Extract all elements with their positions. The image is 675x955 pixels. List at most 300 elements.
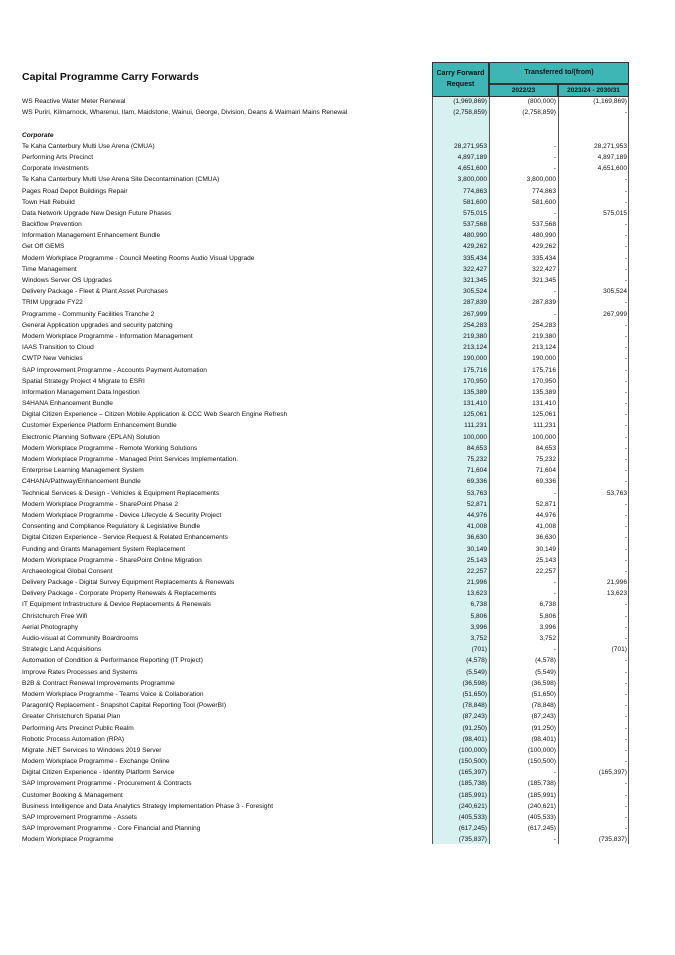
value-2023-2031: - [624, 422, 627, 430]
value-2022-23: 131,410 [532, 400, 556, 408]
value-2023-2031: - [624, 344, 627, 352]
row-label: Get Off GEMS [22, 243, 65, 251]
row-label: Performing Arts Precinct [22, 153, 94, 161]
value-2022-23: 3,752 [539, 635, 556, 642]
row-label: Modern Workplace Programme - Teams Voice & Collaboration [22, 690, 204, 698]
value-2023-2031: 4,651,600 [597, 165, 627, 173]
value-2022-23: 175,716 [532, 366, 556, 374]
value-2022-23: 190,000 [532, 355, 556, 363]
value-2022-23: (150,500) [527, 758, 556, 766]
table-row [0, 253, 675, 264]
carry-forward-value: 3,996 [470, 623, 487, 631]
table-row [0, 532, 675, 543]
value-2022-23: 254,283 [532, 321, 556, 329]
value-2023-2031: - [624, 668, 627, 676]
value-2022-23: (98,401) [531, 735, 556, 743]
value-2022-23: (405,533) [527, 814, 556, 821]
table-row [0, 107, 675, 118]
value-2023-2031: - [624, 277, 627, 284]
row-label: SAP Improvement Programme - Procurement & Contracts [22, 780, 192, 788]
row-label: SAP Improvement Programme - Accounts Payment Automation [22, 366, 207, 374]
table-row [0, 163, 675, 174]
value-2023-2031: - [624, 690, 627, 698]
row-label: Information Management Data Ingestion [22, 388, 140, 396]
value-2022-23: - [553, 165, 556, 173]
value-2022-23: 335,434 [532, 254, 556, 262]
carry-forward-value: (4,578) [466, 657, 487, 665]
row-label: Strategic Land Acquisitions [22, 646, 102, 654]
table-row [0, 443, 675, 454]
carry-forward-value: 4,651,600 [457, 165, 487, 173]
value-2022-23: (51,650) [531, 690, 556, 698]
value-2022-23: 6,738 [539, 601, 556, 609]
table-row [0, 420, 675, 431]
carry-forward-value: (701) [471, 646, 487, 654]
row-label: Te Kaha Canterbury Multi Use Arena Site Decontamination (CMUA) [22, 176, 220, 184]
table-row [0, 186, 675, 197]
value-2022-23: - [553, 153, 556, 161]
row-label: Modern Workplace Programme - Device Lifecycle & Security Project [22, 511, 222, 519]
carry-forward-value: 25,143 [466, 556, 487, 564]
value-2023-2031: - [624, 478, 627, 486]
carry-forward-value: 22,257 [466, 567, 487, 575]
row-label: IAAS Transition to Cloud [22, 344, 94, 352]
value-2023-2031: - [624, 243, 627, 251]
value-2023-2031: - [624, 825, 627, 833]
table-row [0, 499, 675, 510]
value-2022-23: (100,000) [527, 746, 556, 754]
value-2023-2031: - [624, 635, 627, 642]
value-2022-23: - [553, 489, 556, 497]
carry-forward-value: (185,991) [458, 791, 487, 799]
value-2022-23: 581,600 [532, 198, 556, 206]
value-2022-23: - [553, 836, 556, 844]
row-label: Modern Workplace Programme - SharePoint Online Migration [22, 556, 202, 564]
value-2022-23: - [553, 769, 556, 777]
row-label: Delivery Package - Fleet & Plant Asset Purchases [22, 288, 168, 296]
table-row [0, 678, 675, 689]
row-label: Digital Citizen Experience - Identity Platform Service [22, 769, 175, 777]
value-2022-23: (800,000) [527, 98, 556, 105]
value-2022-23: (617,245) [527, 825, 556, 833]
header-carry-forward: Carry Forward Request [432, 62, 489, 97]
carry-forward-value: (87,243) [462, 713, 487, 721]
value-2023-2031: - [624, 713, 627, 721]
carry-forward-value: 53,763 [466, 489, 487, 497]
table-row [0, 230, 675, 241]
value-2022-23: 3,800,000 [526, 176, 556, 184]
value-2023-2031: - [624, 702, 627, 710]
row-label: ParagonIQ Replacement - Snapshot Capital Reporting Tool (PowerBI) [22, 702, 227, 710]
row-label: Aerial Photography [22, 623, 79, 631]
row-label: Digital Citizen Experience – Citizen Mobile Application & CCC Web Search Engine Refresh [22, 411, 288, 419]
row-label: Modern Workplace Programme - Council Meeting Rooms Audio Visual Upgrade [22, 254, 255, 262]
carry-forward-value: 28,271,953 [453, 142, 487, 150]
carry-forward-value: (150,500) [458, 758, 487, 766]
value-2022-23: 84,653 [535, 444, 556, 452]
table-row [0, 801, 675, 812]
value-2023-2031: 13,623 [606, 590, 627, 598]
header-transferred: Transferred to/(from) [489, 62, 629, 84]
carry-forward-value: (2,758,859) [453, 109, 487, 117]
value-2023-2031: - [624, 198, 627, 206]
carry-forward-value: 131,410 [463, 400, 487, 408]
value-2023-2031: 267,999 [603, 310, 627, 318]
carry-forward-value: 3,752 [470, 635, 487, 642]
value-2022-23: (5,549) [535, 668, 556, 676]
value-2022-23: 100,000 [532, 433, 556, 441]
row-label: TRIM Upgrade FY22 [22, 299, 83, 307]
row-label: Customer Experience Platform Enhancement Bundle [22, 422, 177, 430]
carry-forward-value: (405,533) [458, 814, 487, 821]
value-2022-23: - [553, 209, 556, 217]
value-2022-23: (78,848) [531, 702, 556, 710]
table-row [0, 331, 675, 342]
value-2023-2031: - [624, 433, 627, 441]
value-2023-2031: - [624, 523, 627, 531]
row-label: WS Puriri, Kilmarnock, Wharenui, Ilam, Maidstone, Wainui, George, Division, Deans & Waimairi Mains Renewal [22, 109, 348, 117]
value-2023-2031: - [624, 545, 627, 553]
value-2023-2031: - [624, 534, 627, 542]
row-label: Migrate .NET Services to Windows 2019 Server [22, 746, 162, 754]
table-row [0, 118, 675, 129]
row-label: Modern Workplace Programme - Remote Working Solutions [22, 444, 198, 452]
table-row [0, 834, 675, 845]
value-2022-23: (185,991) [527, 791, 556, 799]
table-body [0, 96, 675, 846]
value-2023-2031: (1,169,869) [593, 98, 627, 105]
carry-forward-value: (240,621) [458, 802, 487, 810]
value-2022-23: 213,124 [532, 344, 556, 352]
carry-forward-value: 6,738 [470, 601, 487, 609]
table-row [0, 320, 675, 331]
value-2023-2031: - [624, 601, 627, 609]
value-2023-2031: (701) [611, 646, 627, 654]
value-2023-2031: - [624, 657, 627, 665]
row-label: C4HANA/Pathway/Enhancement Bundle [22, 478, 141, 486]
row-label: Consenting and Compliance Regulatory & Legislative Bundle [22, 523, 201, 531]
carry-forward-value: 135,389 [463, 388, 487, 396]
value-2022-23: 135,389 [532, 388, 556, 396]
carry-forward-value: (617,245) [458, 825, 487, 833]
value-2022-23: 41,008 [535, 523, 556, 531]
value-2022-23: - [553, 142, 556, 150]
row-label: Modern Workplace Programme [22, 836, 114, 844]
value-2022-23: 52,871 [535, 500, 556, 508]
row-label: SAP Improvement Programme - Core Financial and Planning [22, 825, 201, 833]
value-2023-2031: - [624, 355, 627, 363]
table-row [0, 476, 675, 487]
row-label: Robotic Process Automation (RPA) [22, 735, 125, 743]
table-row [0, 711, 675, 722]
table-row [0, 432, 675, 443]
row-label: Enterprise Learning Management System [22, 467, 144, 475]
carry-forward-value: 21,996 [466, 579, 487, 587]
value-2022-23: 25,143 [535, 556, 556, 564]
table-row [0, 778, 675, 789]
value-2023-2031: 305,524 [603, 288, 627, 296]
value-2022-23: 125,061 [532, 411, 556, 419]
row-label: Windows Server OS Upgrades [22, 277, 112, 284]
value-2023-2031: - [624, 780, 627, 788]
table-row [0, 174, 675, 185]
table-row [0, 723, 675, 734]
row-label: General Application upgrades and security patching [22, 321, 173, 329]
carry-forward-value: 36,630 [466, 534, 487, 542]
row-label: Customer Booking & Management [22, 791, 123, 799]
table-row [0, 297, 675, 308]
table-row [0, 409, 675, 420]
carry-forward-value: 44,976 [466, 511, 487, 519]
page-title: Capital Programme Carry Forwards [22, 71, 199, 83]
row-label: Christchurch Free Wifi [22, 612, 88, 620]
row-label: Delivery Package - Digital Survey Equipment Replacements & Renewals [22, 579, 235, 587]
carry-forward-value: 480,990 [463, 232, 487, 240]
row-label: Audio-visual at Community Boardrooms [22, 635, 139, 642]
value-2023-2031: - [624, 456, 627, 463]
value-2023-2031: - [624, 332, 627, 340]
row-label: Programme - Community Facilities Tranche 2 [22, 310, 155, 318]
value-2023-2031: - [624, 187, 627, 195]
value-2023-2031: (735,837) [598, 836, 627, 844]
value-2023-2031: - [624, 400, 627, 408]
carry-forward-value: (91,250) [462, 724, 487, 732]
table-row [0, 734, 675, 745]
value-2023-2031: - [624, 791, 627, 799]
carry-forward-value: 30,149 [466, 545, 487, 553]
value-2023-2031: 21,996 [606, 579, 627, 587]
row-label: Modern Workplace Programme - SharePoint Phase 2 [22, 500, 179, 508]
value-2023-2031: - [624, 321, 627, 329]
table-row [0, 655, 675, 666]
value-2022-23: 480,990 [532, 232, 556, 240]
value-2022-23: - [553, 288, 556, 296]
value-2023-2031: 28,271,953 [593, 142, 627, 150]
value-2022-23: - [553, 646, 556, 654]
header-2022-23: 2022/23 [489, 84, 558, 97]
row-label: Corporate Investments [22, 165, 89, 173]
carry-forward-value: (1,969,869) [453, 98, 487, 105]
carry-forward-value: 287,839 [463, 299, 487, 307]
value-2022-23: 69,336 [535, 478, 556, 486]
table-row [0, 611, 675, 622]
carry-forward-value: 3,800,000 [457, 176, 487, 184]
value-2023-2031: - [624, 511, 627, 519]
table-row [0, 521, 675, 532]
table-row [0, 398, 675, 409]
value-2023-2031: - [624, 254, 627, 262]
table-row [0, 275, 675, 286]
value-2022-23: 322,427 [532, 265, 556, 273]
value-2023-2031: - [624, 623, 627, 631]
row-label: Information Management Enhancement Bundle [22, 232, 161, 240]
value-2023-2031: - [624, 388, 627, 396]
value-2022-23: 75,232 [535, 456, 556, 463]
value-2022-23: - [553, 310, 556, 318]
carry-forward-value: 305,524 [463, 288, 487, 296]
table-row [0, 555, 675, 566]
row-label: Modern Workplace Programme - Information Management [22, 332, 193, 340]
carry-forward-value: 52,871 [466, 500, 487, 508]
row-label: Improve Rates Processes and Systems [22, 668, 138, 676]
row-label: Spatial Strategy Project 4 Migrate to ESRI [22, 377, 145, 385]
carry-forward-value: 575,015 [463, 209, 487, 217]
carry-forward-value: 125,061 [463, 411, 487, 419]
carry-forward-value: 429,262 [463, 243, 487, 251]
row-label: Modern Workplace Programme - Exchange Online [22, 758, 170, 766]
value-2023-2031: - [624, 500, 627, 508]
row-label: Te Kaha Canterbury Multi Use Arena (CMUA) [22, 142, 155, 150]
carry-forward-value: (185,738) [458, 780, 487, 788]
table-row [0, 342, 675, 353]
carry-forward-value: 335,434 [463, 254, 487, 262]
carry-forward-value: (98,401) [462, 735, 487, 743]
value-2022-23: 22,257 [535, 567, 556, 575]
value-2023-2031: - [624, 556, 627, 564]
value-2023-2031: 53,763 [606, 489, 627, 497]
value-2022-23: (4,578) [535, 657, 556, 665]
value-2022-23: 36,630 [535, 534, 556, 542]
table-row [0, 208, 675, 219]
row-label: Modern Workplace Programme - Managed Print Services Implementation. [22, 456, 239, 463]
row-label: Greater Christchurch Spatial Plan [22, 713, 121, 721]
value-2023-2031: - [624, 109, 627, 117]
carry-forward-value: 13,623 [466, 590, 487, 598]
row-label: CWTP New Vehicles [22, 355, 83, 363]
table-row [0, 365, 675, 376]
value-2023-2031: - [624, 814, 627, 821]
table-row [0, 197, 675, 208]
row-label: Automation of Condition & Performance Reporting (IT Project) [22, 657, 203, 665]
table-row [0, 588, 675, 599]
value-2023-2031: - [624, 612, 627, 620]
carry-forward-value: 213,124 [463, 344, 487, 352]
value-2022-23: 219,380 [532, 332, 556, 340]
carry-forward-value: 581,600 [463, 198, 487, 206]
row-label: Digital Citizen Experience - Service Request & Related Enhancements [22, 534, 228, 542]
row-label: Delivery Package - Corporate Property Renewals & Replacements [22, 590, 217, 598]
value-2022-23: 5,806 [539, 612, 556, 620]
table-row [0, 219, 675, 230]
carry-forward-value: 75,232 [466, 456, 487, 463]
carry-forward-value: 111,231 [464, 422, 487, 430]
row-label: Technical Services & Design - Vehicles & Equipment Replacements [22, 489, 220, 497]
value-2023-2031: - [624, 366, 627, 374]
row-label: Corporate [22, 131, 54, 139]
value-2022-23: 3,996 [539, 623, 556, 631]
value-2023-2031: - [624, 411, 627, 419]
table-row [0, 264, 675, 275]
table-row [0, 465, 675, 476]
row-label: Town Hall Rebuild [22, 198, 75, 206]
carry-forward-value: 537,568 [463, 221, 487, 229]
carry-forward-value: (36,598) [462, 679, 487, 687]
row-label: Backflow Prevention [22, 221, 82, 229]
row-label: Pages Road Depot Buildings Repair [22, 187, 128, 195]
value-2022-23: 287,839 [532, 299, 556, 307]
carry-forward-value: 100,000 [463, 433, 487, 441]
row-label: Performing Arts Precinct Public Realm [22, 724, 134, 732]
value-2022-23: - [553, 579, 556, 587]
value-2022-23: (2,758,859) [522, 109, 556, 117]
value-2022-23: (240,621) [527, 802, 556, 810]
value-2022-23: (91,250) [531, 724, 556, 732]
value-2022-23: (185,738) [527, 780, 556, 788]
value-2023-2031: - [624, 444, 627, 452]
value-2023-2031: - [624, 232, 627, 240]
section-heading-row [0, 130, 675, 141]
row-label: WS Reactive Water Meter Renewal [22, 98, 126, 105]
row-label: SAP Improvement Programme - Assets [22, 814, 137, 821]
row-label: Time Management [22, 265, 77, 273]
value-2023-2031: - [624, 746, 627, 754]
value-2023-2031: - [624, 176, 627, 184]
table-row [0, 700, 675, 711]
table-row [0, 454, 675, 465]
value-2023-2031: - [624, 567, 627, 575]
value-2023-2031: (165,397) [598, 769, 627, 777]
value-2023-2031: - [624, 802, 627, 810]
carry-forward-value: (78,848) [462, 702, 487, 710]
value-2023-2031: - [624, 377, 627, 385]
carry-forward-value: (735,837) [458, 836, 487, 844]
carry-forward-value: 69,336 [466, 478, 487, 486]
table-row [0, 353, 675, 364]
value-2022-23: 111,231 [533, 422, 556, 430]
table-row [0, 577, 675, 588]
value-2023-2031: - [624, 265, 627, 273]
value-2023-2031: - [624, 221, 627, 229]
carry-forward-value: 774,863 [463, 187, 487, 195]
row-label: IT Equipment Infrastructure & Device Replacements & Renewals [22, 601, 211, 609]
table-row [0, 544, 675, 555]
carry-forward-value: 175,716 [463, 366, 487, 374]
carry-forward-value: 170,950 [463, 377, 487, 385]
carry-forward-value: 219,380 [463, 332, 487, 340]
value-2022-23: 774,863 [532, 187, 556, 195]
value-2022-23: 30,149 [535, 545, 556, 553]
carry-forward-value: 254,283 [463, 321, 487, 329]
value-2022-23: (36,598) [531, 679, 556, 687]
value-2022-23: - [553, 590, 556, 598]
carry-forward-value: (165,397) [458, 769, 487, 777]
table-row [0, 488, 675, 499]
row-label: Archaeological Global Consent [22, 567, 113, 575]
carry-forward-value: 41,008 [466, 523, 487, 531]
value-2023-2031: - [624, 299, 627, 307]
carry-forward-value: 5,806 [470, 612, 487, 620]
carry-forward-value: 84,653 [466, 444, 487, 452]
carry-forward-value: (5,549) [466, 668, 487, 676]
table-row [0, 767, 675, 778]
carry-forward-value: (51,650) [462, 690, 487, 698]
table-row [0, 96, 675, 107]
table-row [0, 756, 675, 767]
carry-forward-value: 71,604 [466, 467, 487, 475]
table-row [0, 823, 675, 834]
value-2022-23: 429,262 [532, 243, 556, 251]
carry-forward-value: 4,897,189 [457, 153, 487, 161]
row-label: Data Network Upgrade New Design Future Phases [22, 209, 172, 217]
carry-forward-value: 321,345 [463, 277, 487, 284]
table-row [0, 566, 675, 577]
table-row [0, 309, 675, 320]
value-2022-23: 321,345 [532, 277, 556, 284]
value-2023-2031: - [624, 735, 627, 743]
carry-forward-value: 190,000 [463, 355, 487, 363]
table-row [0, 376, 675, 387]
table-row [0, 241, 675, 252]
